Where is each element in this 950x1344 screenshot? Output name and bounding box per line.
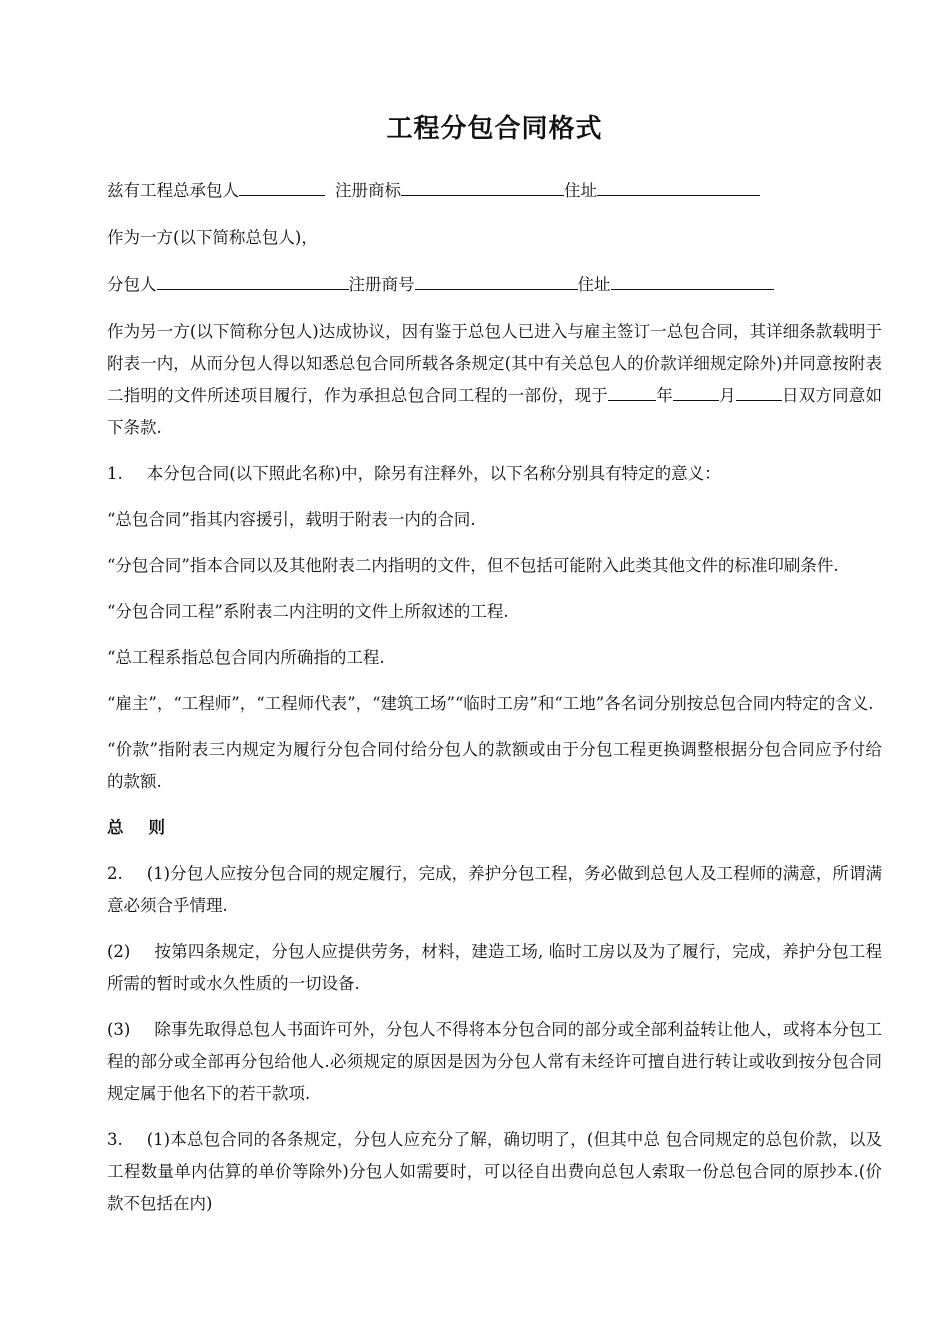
address-blank-1[interactable]	[597, 175, 760, 196]
agreement-text: 作为另一方(以下简称分包人)达成协议，因有鉴于总包人已进入与雇主签订一总包合同，其详细条款载明于附表一内，从而分包人得以知悉总包合同所载各条规定(其中有关总包人的价款详细规定除外)并同意按附表二指明的文件所述项目履行，作为承担总包合同工程的一部份，现于	[107, 322, 882, 405]
clause-3-number: 3.	[107, 1130, 123, 1149]
clause-2-number: 2.	[107, 864, 123, 883]
clause-1-text: 本分包合同(以下照此名称)中，除另有注释外，以下名称分别具有特定的意义：	[146, 464, 721, 483]
document-page	[107, 108, 882, 1234]
address-blank-2[interactable]	[611, 269, 774, 290]
clause-2-item-2-text: 按第四条规定，分包人应提供劳务，材料，建造工场, 临时工房以及为了履行，完成，养护分包工程所需的暂时或水久性质的一切设备.	[107, 942, 882, 993]
document-title: 工程分包合同格式	[386, 114, 603, 144]
clause-2-item-3-number: (3)	[107, 1020, 131, 1039]
clause-1-number: 1.	[107, 464, 123, 483]
general-heading-char-2: 则	[148, 818, 166, 837]
agreement-paragraph	[107, 316, 882, 444]
clause-2-item-1	[107, 858, 882, 922]
definition-3: “分包合同工程”系附表二内注明的文件上所叙述的工程.	[107, 602, 509, 621]
clause-2-item-3-text: 除事先取得总包人书面许可外，分包人不得将本分包合同的部分或全部利益转让他人，或将本分包工程的部分或全部再分包给他人.必须规定的原因是因为分包人常有未经许可擅自进行转让或收到按分包合同规定属于他名下的若干款项.	[107, 1020, 882, 1103]
address-label-1: 住址	[564, 181, 597, 200]
month-label: 月	[718, 386, 736, 405]
registered-number-label: 注册商号	[348, 275, 415, 294]
registered-number-blank[interactable]	[415, 269, 578, 290]
clause-2-item-2	[107, 936, 882, 1000]
clause-1	[107, 458, 882, 490]
definition-5: “雇主”，“工程师”，“工程师代表”，“建筑工场”“临时工房”和“工地”各名词分别按总包合同内特定的含义.	[107, 694, 874, 713]
definition-6: “价款”指附表三内规定为履行分包合同付给分包人的款额或由于分包工程更换调整根据分包合同应予付给的款额.	[107, 740, 882, 791]
registered-trademark-label: 注册商标	[335, 181, 401, 200]
year-label: 年	[656, 386, 673, 405]
month-blank[interactable]	[673, 380, 719, 401]
address-label-2: 住址	[577, 275, 611, 294]
intro-line-1	[107, 175, 882, 207]
general-heading-char-1: 总	[107, 818, 125, 837]
clause-2-item-3	[107, 1014, 882, 1110]
general-provisions-heading	[107, 812, 882, 844]
definition-4: “总工程系指总包合同内所确指的工程.	[107, 648, 385, 667]
day-tail-text: 日双方同意如下条款.	[107, 386, 883, 437]
definition-2: “分包合同”指本合同以及其他附表二内指明的文件，但不包括可能附入此类其他文件的标准印刷条件.	[107, 556, 839, 575]
definition-1: “总包合同”指其内容援引，载明于附表一内的合同.	[107, 510, 476, 529]
clause-3-item-1	[107, 1124, 882, 1220]
registered-trademark-blank[interactable]	[401, 175, 564, 196]
intro-line-2: 作为一方(以下简称总包人)，	[107, 228, 318, 247]
day-blank[interactable]	[736, 380, 782, 401]
clause-2-item-1-text: (1)分包人应按分包合同的规定履行，完成，养护分包工程，务必做到总包人及工程师的满意，所谓满意必须合乎情理.	[107, 864, 882, 915]
clause-2-item-2-number: (2)	[107, 942, 131, 961]
date-prefix-blank[interactable]	[608, 380, 656, 401]
clause-3-item-1-text: (1)本总包合同的各条规定，分包人应充分了解，确切明了，(但其中总 包合同规定的总包价款，以及工程数量单内估算的单价等除外)分包人如需要时，可以径自出费向总包人索取一份总包合同的原抄本.(价款不包括在内)	[107, 1130, 882, 1213]
subcontractor-blank[interactable]	[157, 269, 349, 290]
intro-line-3	[107, 269, 882, 301]
general-contractor-label: 兹有工程总承包人	[107, 181, 239, 200]
general-contractor-blank[interactable]	[239, 175, 325, 196]
subcontractor-label: 分包人	[107, 275, 157, 294]
